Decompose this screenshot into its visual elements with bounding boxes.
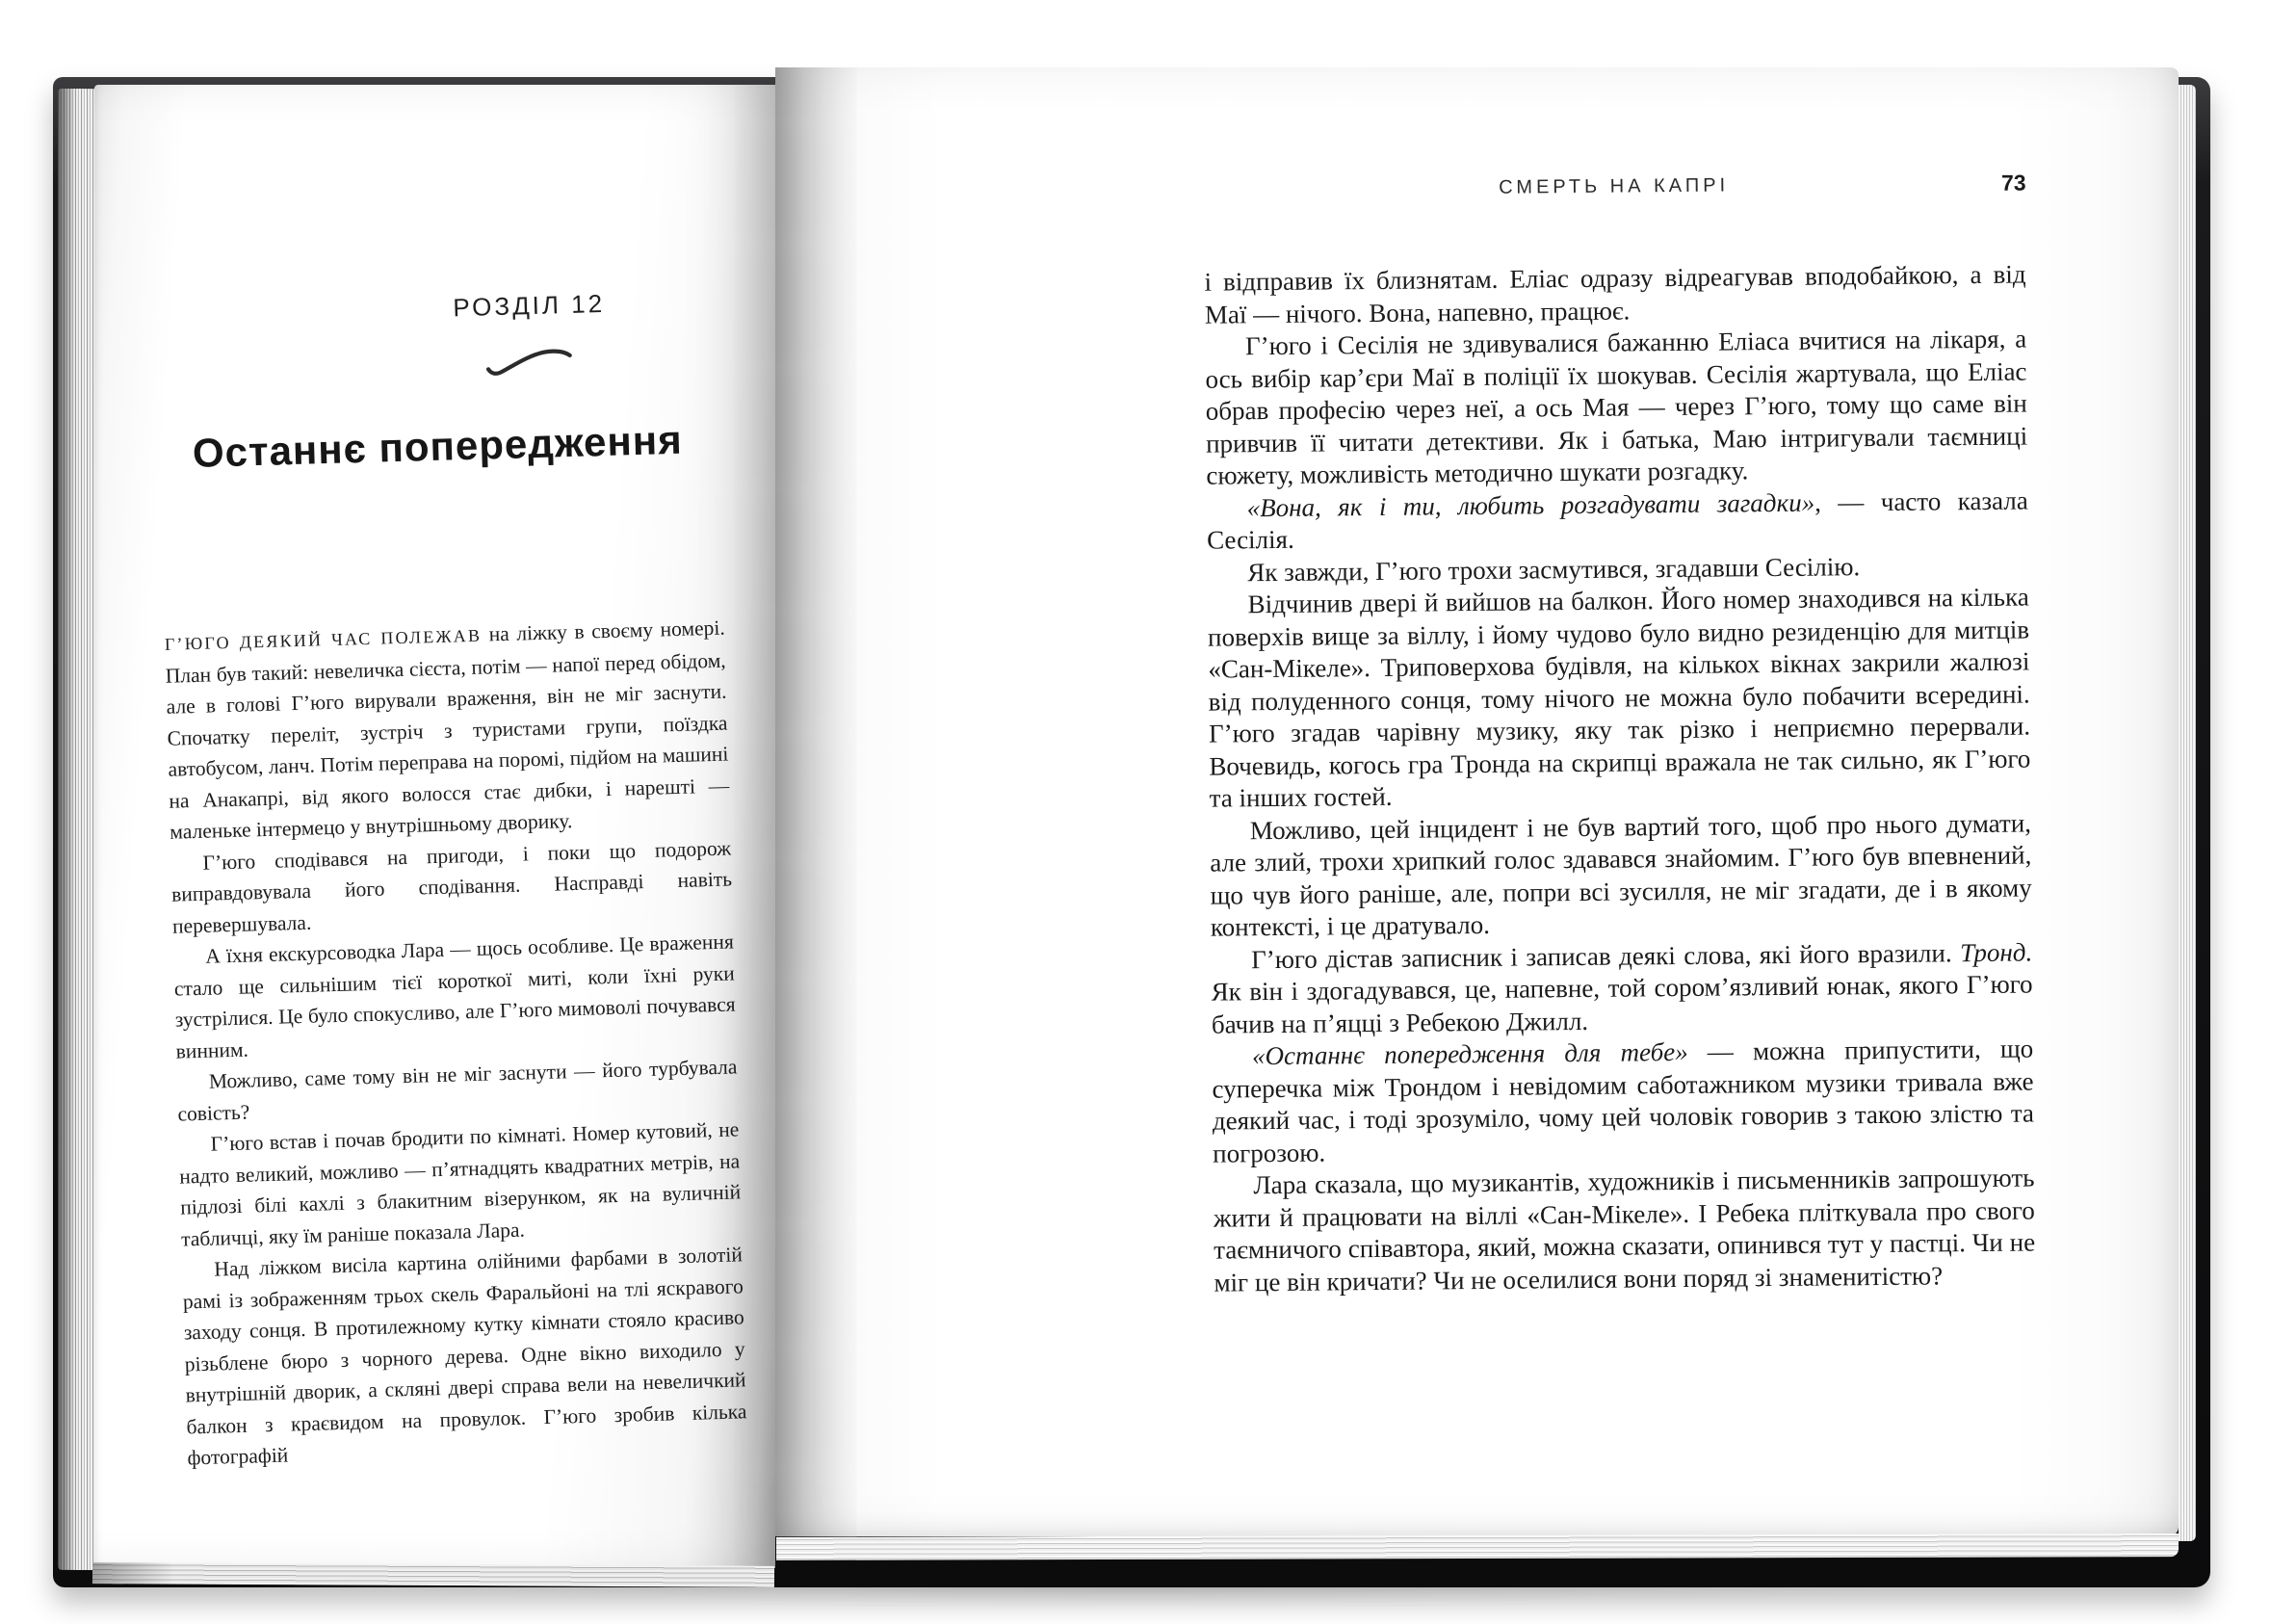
lead-small-caps: Г’ЮГО ДЕЯКИЙ ЧАС ПОЛЕЖАВ — [164, 625, 483, 654]
chapter-title: Останнє попередження — [192, 416, 684, 476]
left-page — [94, 85, 775, 1568]
left-page-content — [78, 75, 800, 1577]
italic-word: Тронд. — [1959, 936, 2033, 967]
paragraph — [1207, 485, 2029, 557]
paragraph — [164, 613, 730, 849]
running-head: СМЕРТЬ НА КАПРІ — [1499, 174, 1730, 198]
paragraph: Г’юго встав і почав бродити по кімнаті. Номер кутовий, не надто великий, можливо — п’ятнадцять квадратних метрів, на підлозі білі кахлі з блакитним візерунком, як на вуличній табличці, яку їм раніше показала Лара. — [178, 1117, 742, 1251]
paragraph-text: — можна припустити, що суперечка між Трондом і невідомим саботажником музики тривала вже деякий час, і тоді зрозуміло, чому цей чоловік говорив з такою злістю та погрозою. — [1212, 1034, 2035, 1168]
paragraph-text: Як він і здогадувався, це, напевне, той сором’язливий юнак, якого Г’юго бачив на п’яцці з Ребекою Джилл. — [1211, 969, 2033, 1039]
left-page-text — [164, 613, 747, 1474]
left-page-bottom-stack-edge — [92, 1562, 774, 1587]
paragraph — [1211, 936, 2033, 1041]
paragraph: Як завжди, Г’юго трохи засмутився, згадавши Сесілію. — [1247, 551, 1861, 587]
right-page-text — [1204, 259, 2035, 1299]
italic-quote: «Останнє попередження для тебе» — [1251, 1036, 1688, 1071]
paragraph: Лара сказала, що музикантів, художників і письменників запрошують жити й працювати на віллі «Сан-Мікеле». І Ребека пліткувала про свого таємничого співавтора, який, можна сказати, опинився тут у пастці. Чи не міг це він кричати? Чи не оселилися вони поряд зі знаменитістю? — [1213, 1163, 2036, 1297]
paragraph: Можливо, саме тому він не міг заснути — його турбувала совість? — [177, 1055, 738, 1126]
right-page-bottom-stack-edge — [776, 1533, 2179, 1560]
paragraph: Можливо, цей інцидент і не був вартий того, щоб про нього думати, але злий, трохи хрипкий голос здавався знайомим. Г’юго був впевнений, що чув його раніше, але, попри всі зусилля, не міг згадати, де і в якому контексті, і це дратувало. — [1210, 807, 2032, 942]
paragraph-text: Г’юго дістав записник і записав деякі слова, які його вразили. — [1250, 937, 1961, 974]
right-page-content — [769, 61, 2186, 1543]
right-page — [775, 67, 2179, 1536]
paragraph: Г’юго і Сесілія не здивувалися бажанню Еліаса вчитися на лікаря, а ось вибір кар’єри Маї в поліції їх шокував. Сесілія жартувала, що Еліас обрав професію через неї, а ось Мая — через Г’юго, тому що саме він привчив її читати детективи. Як і батька, Маю інтригували таємниці сюжету, можливість методично шукати розгадку. — [1205, 324, 2028, 490]
italic-quote: «Вона, як і ти, любить розгадувати загадки» — [1246, 487, 1815, 522]
chapter-label: РОЗДІЛ 12 — [452, 288, 606, 323]
paragraph-text: на ліжку в своєму номері. План був такий: невеличка сієста, потім — напої перед обідом, але в голові Г’юго вирували враження, він не міг заснути. Спочатку переліт, зустріч з туристами групи, поїздка автобусом, ланч. Потім переправа на поромі, підйом на машині на Анакапрі, від якого волосся стає дибки, і нарешті — маленьке інтермецо у внутрішньому дворику. — [165, 616, 730, 844]
page-number: 73 — [2000, 170, 2026, 196]
paragraph — [1212, 1033, 2034, 1169]
swash-flourish-icon — [482, 343, 577, 380]
paragraph: Г’юго сподівався на пригоди, і поки що подорож виправдовувала його сподівання. Насправді навіть перевершувала. — [170, 835, 733, 938]
paragraph: А їхня екскурсоводка Лара — щось особливе. Це враження стало ще сильнішим тієї короткої миті, коли їхні руки зустрілися. Це було спокусливо, але Г’юго мимоволі почувався винним. — [173, 930, 736, 1063]
paragraph: і відправив їх близнятам. Еліас одразу відреагував вподобайкою, а від Маї — нічого. Вона, напевно, працює. — [1204, 259, 2026, 329]
paragraph: Над ліжком висіла картина олійними фарбами в золотій рамі із зображенням трьох скель Фаральйоні на тлі яскравого заходу сонця. В протилежному кутку кімнати стояло красиво різьблене бюро з чорного дерева. Одне вікно виходило у внутрішній дворик, а скляні двері справа вели на невеличкий балкон з краєвидом на провулок. Г’юго зробив кілька фотографій — [182, 1243, 747, 1470]
paragraph-text: , — часто казала Сесілія. — [1206, 485, 2028, 555]
paragraph: Відчинив двері й вийшов на балкон. Його номер знаходився на кілька поверхів вище за віллу, і йому чудово було видно резиденцію для митців «Сан-Мікеле». Триповерхова будівля, на кількох вікнах закрили жалюзі від полуденного сонця, тому нічого не можна було побачити всередині. Г’юго згадав чарівну музику, яку так різко і неприємно перервали. Вочевидь, когось гра Тронда на скрипці вражала не так сильно, як Г’юго та інших гостей. — [1207, 582, 2031, 813]
